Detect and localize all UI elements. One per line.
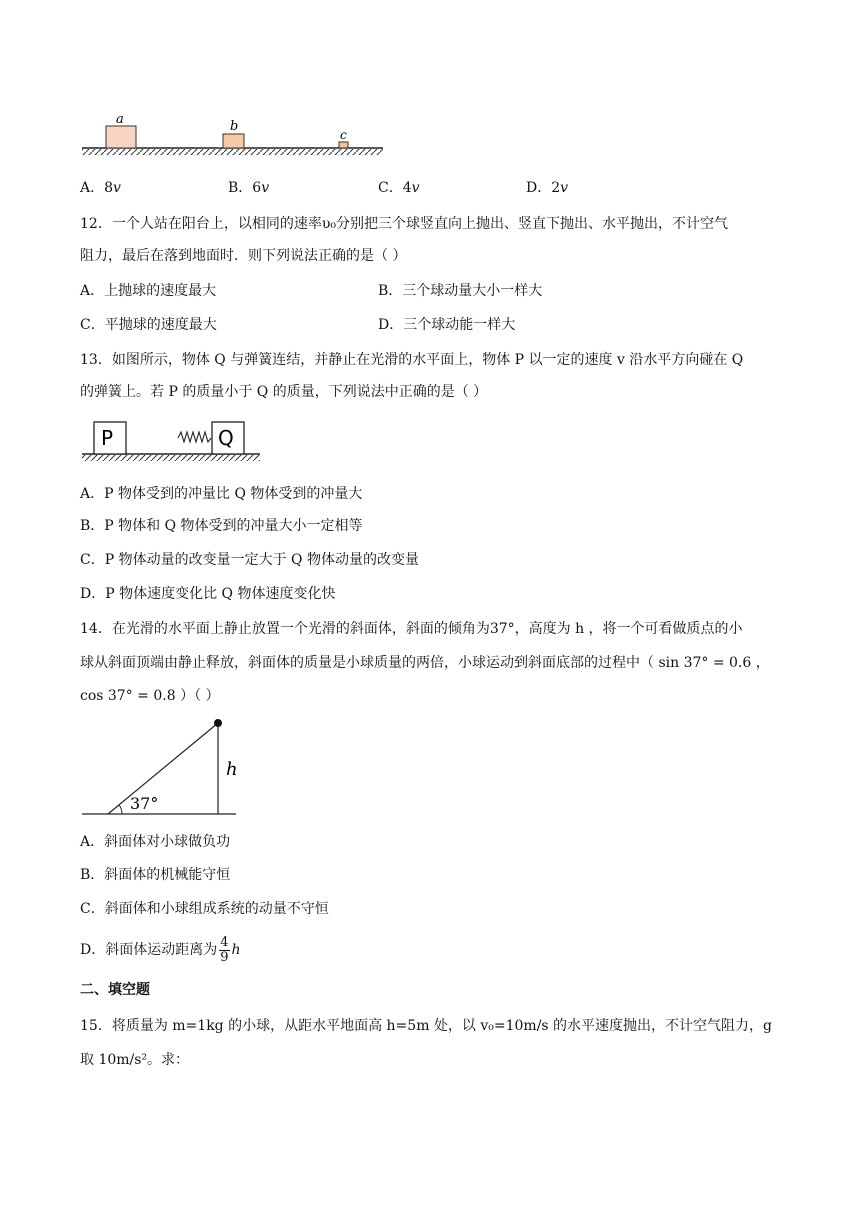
- q13-option-d[interactable]: D．P 物体速度变化比 Q 物体速度变化快: [80, 586, 336, 602]
- q14-figure: [80, 716, 240, 820]
- angle-label: 37°: [130, 794, 159, 813]
- q15-stem-line1: 15．将质量为 m=1kg 的小球，从距水平地面高 h=5m 处，以 v₀=10m/s 的水平速度抛出，不计空气阻力，g: [80, 1018, 773, 1034]
- label-a: a: [116, 112, 124, 127]
- q13-option-b[interactable]: B．P 物体和 Q 物体受到的冲量大小一定相等: [80, 518, 363, 534]
- q11-option-d[interactable]: D．2v: [526, 180, 569, 196]
- ball: [214, 719, 222, 727]
- q11-option-b[interactable]: B．6v: [228, 180, 270, 196]
- q11-options: [80, 178, 780, 198]
- block-a: [106, 126, 136, 148]
- q14-option-b[interactable]: B．斜面体的机械能守恒: [80, 867, 231, 883]
- block-q-label: Q: [218, 426, 234, 450]
- label-b: b: [230, 119, 239, 134]
- q12-option-a[interactable]: A．上抛球的速度最大: [80, 283, 217, 299]
- label-c: c: [340, 128, 347, 142]
- q12-stem-line1: 12．一个人站在阳台上，以相同的速率υ₀分别把三个球竖直向上抛出、竖直下抛出、水平抛出，不计空气: [80, 216, 728, 232]
- spring: [178, 432, 211, 442]
- q12-stem-line2: 阻力，最后在落到地面时．则下列说法正确的是（ ）: [80, 248, 407, 264]
- q14-stem-line2: 球从斜面顶端由静止释放，斜面体的质量是小球质量的两倍，小球运动到斜面底部的过程中（ sin 37° = 0.6 ，: [80, 655, 770, 671]
- q13-stem-line2: 的弹簧上。若 P 的质量小于 Q 的质量，下列说法中正确的是（ ）: [80, 384, 488, 400]
- block-p-label: P: [101, 426, 114, 450]
- q12-option-d[interactable]: D．三个球动能一样大: [378, 317, 516, 333]
- q14-option-a[interactable]: A．斜面体对小球做负功: [80, 834, 231, 850]
- q13-stem-line1: 13．如图所示，物体 Q 与弹簧连结，并静止在光滑的水平面上，物体 P 以一定的速度 v 沿水平方向碰在 Q: [80, 352, 744, 368]
- q12-option-b[interactable]: B．三个球动量大小一样大: [378, 283, 543, 299]
- block-b: [223, 134, 244, 148]
- q15-stem-line2: 取 10m/s²。求：: [80, 1052, 190, 1068]
- height-label: h: [226, 759, 238, 780]
- q14-option-c[interactable]: C．斜面体和小球组成系统的动量不守恒: [80, 901, 329, 917]
- q14-stem-line1: 14．在光滑的水平面上静止放置一个光滑的斜面体，斜面的倾角为37°，高度为 h ，将一个可看做质点的小: [80, 621, 743, 637]
- q11-figure: [80, 110, 390, 160]
- q14-stem-line3: cos 37° = 0.8 ）（ ）: [80, 688, 220, 704]
- q13-figure: [80, 418, 265, 464]
- section-title: 二、填空题: [80, 982, 150, 998]
- q14-option-d[interactable]: D．斜面体运动距离为 $\frac{4}{9}$ h: [80, 934, 241, 965]
- q11-option-a[interactable]: A．8v: [80, 180, 121, 196]
- q12-option-c[interactable]: C．平抛球的速度最大: [80, 317, 217, 333]
- q11-option-c[interactable]: C．4v: [378, 180, 420, 196]
- fraction: $\frac{4}{9}$: [220, 934, 229, 965]
- q13-option-a[interactable]: A．P 物体受到的冲量比 Q 物体受到的冲量大: [80, 486, 363, 502]
- q13-option-c[interactable]: C．P 物体动量的改变量一定大于 Q 物体动量的改变量: [80, 552, 419, 568]
- block-c: [339, 142, 348, 148]
